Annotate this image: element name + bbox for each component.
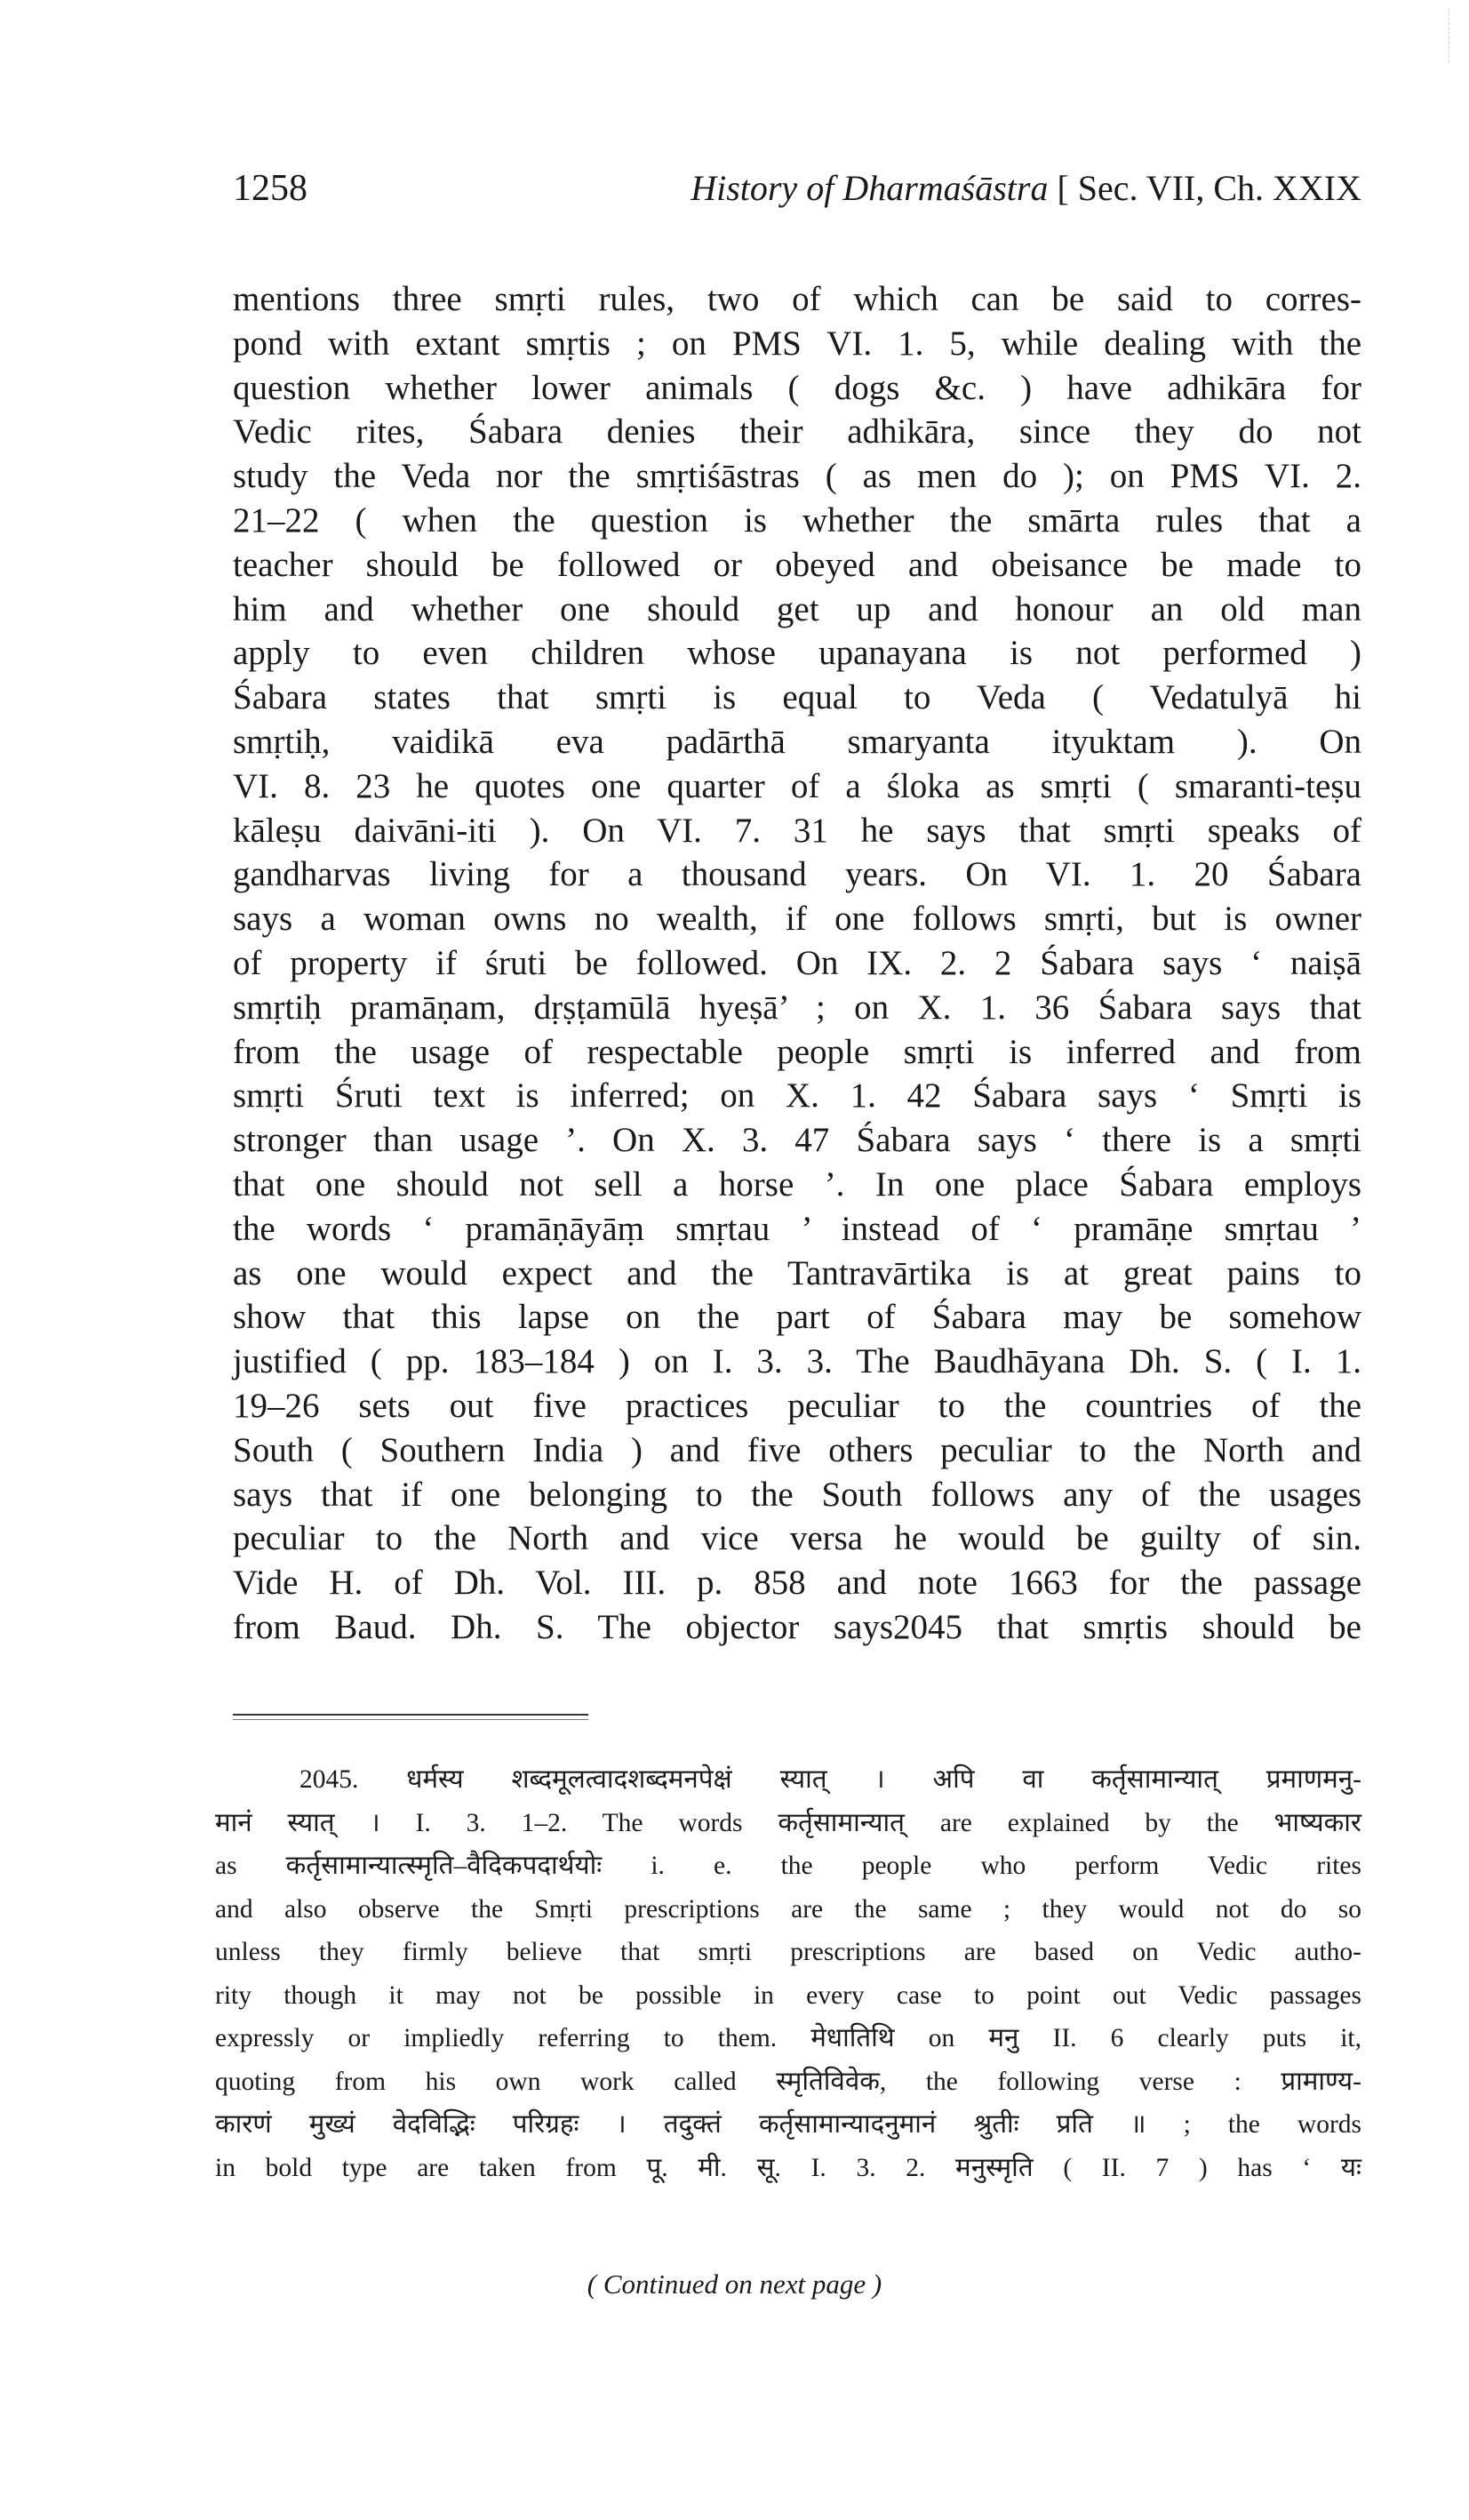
body-line: question whether lower animals ( dogs &c. ) have adhikāra for (233, 368, 1361, 407)
body-line: smṛtiḥ pramāṇam, dṛṣṭamūlā hyeṣā’ ; on X. 1. 36 Śabara says that (233, 988, 1361, 1027)
footnote-divider-secondary (233, 1719, 588, 1720)
body-line: 21–22 ( when the question is whether the smārta rules that a (233, 500, 1361, 540)
footnote-line: unless they firmly believe that smṛti prescriptions are based on Vedic autho- (215, 1938, 1361, 1966)
body-line: says a woman owns no wealth, if one follows smṛti, but is owner (233, 900, 1361, 939)
body-line: South ( Southern India ) and five others peculiar to the North and (233, 1430, 1361, 1469)
body-line: from Baud. Dh. S. The objector says2045 that smṛtis should be (233, 1607, 1361, 1646)
body-line: smṛti Śruti text is inferred; on X. 1. 42 Śabara says ‘ Smṛti is (233, 1076, 1361, 1116)
running-header (233, 167, 1361, 238)
body-line: justified ( pp. 183–184 ) on I. 3. 3. The Baudhāyana Dh. S. ( I. 1. (233, 1342, 1361, 1381)
body-line: Vedic rites, Śabara denies their adhikāra, since they do not (233, 412, 1361, 452)
footnote-line: rity though it may not be possible in every case to point out Vedic passages (215, 1980, 1361, 2010)
footnote-line: as कर्तृसामान्यात्स्मृति–वैदिकपदार्थयोः i. e. the people who perform Vedic rites (215, 1852, 1361, 1880)
footnote-line: quoting from his own work called स्मृतिविवेक, the following verse : प्रामाण्य- (215, 2067, 1361, 2096)
continued-note: ( Continued on next page ) (587, 2268, 882, 2300)
book-title: History of Dharmaśāstra (691, 168, 1049, 208)
body-line: gandharvas living for a thousand years. On VI. 1. 20 Śabara (233, 855, 1361, 894)
footnote-line: in bold type are taken from पू. मी. सू. I. 3. 2. मनुस्मृति ( II. 7 ) has ‘ यः (215, 2153, 1361, 2182)
body-line: apply to even children whose upanayana is not performed ) (233, 634, 1361, 673)
body-line: 19–26 sets out five practices peculiar to the countries of the (233, 1386, 1361, 1425)
body-line: study the Veda nor the smṛtiśāstras ( as men do ); on PMS VI. 2. (233, 457, 1361, 496)
body-line: him and whether one should get up and honour an old man (233, 589, 1361, 628)
body-line: from the usage of respectable people smṛti is inferred and from (233, 1032, 1361, 1071)
running-title (691, 167, 1361, 209)
body-line: that one should not sell a horse ’. In one place Śabara employs (233, 1164, 1361, 1204)
body-line: smṛtiḥ, vaidikā eva padārthā smaryanta ityuktam ). On (233, 722, 1361, 761)
body-line: show that this lapse on the part of Śabara may be somehow (233, 1298, 1361, 1337)
section-label: [ Sec. VII, Ch. XXIX (1057, 168, 1361, 208)
body-line: as one would expect and the Tantravārtika is at great pains to (233, 1253, 1361, 1292)
body-line: peculiar to the North and vice versa he would be guilty of sin. (233, 1519, 1361, 1558)
body-line: says that if one belonging to the South follows any of the usages (233, 1475, 1361, 1514)
body-line: stronger than usage ’. On X. 3. 47 Śabara says ‘ there is a smṛti (233, 1121, 1361, 1160)
body-line: kāleṣu daivāni-iti ). On VI. 7. 31 he says that smṛti speaks of (233, 811, 1361, 850)
footnote-line: कारणं मुख्यं वेदविद्भिः परिग्रहः । तदुक्तं कर्तृसामान्यादनुमानं श्रुतीः प्रति ॥ ; the words (215, 2110, 1361, 2139)
body-line: teacher should be followed or obeyed and obeisance be made to (233, 545, 1361, 584)
body-line: pond with extant smṛtis ; on PMS VI. 1. 5, while dealing with the (233, 324, 1361, 363)
footnote-2045 (215, 1758, 1361, 2189)
body-line: VI. 8. 23 he quotes one quarter of a śloka as smṛti ( smaranti-teṣu (233, 766, 1361, 805)
footnote-line: expressly or impliedly referring to them. मेधातिथि on मनु II. 6 clearly puts it, (215, 2024, 1361, 2052)
footnote-line: and also observe the Smṛti prescriptions are the same ; they would not do so (215, 1894, 1361, 1924)
body-line: the words ‘ pramāṇāyāṃ smṛtau ’ instead of ‘ pramāṇe smṛtau ’ (233, 1209, 1361, 1248)
page-number: 1258 (233, 168, 307, 209)
body-line: Śabara states that smṛti is equal to Veda ( Vedatulyā hi (233, 678, 1361, 717)
footnote-line: 2045. धर्मस्य शब्दमूलत्वादशब्दमनपेक्षं स्यात् । अपि वा कर्तृसामान्यात् प्रमाणमनु- (299, 1765, 1361, 1794)
footnote-line: मानं स्यात् । I. 3. 1–2. The words कर्तृसामान्यात् are explained by the भाष्यकार (215, 1808, 1361, 1837)
scan-edge-mark (1449, 9, 1451, 62)
body-line: of property if śruti be followed. On IX. 2. 2 Śabara says ‘ naiṣā (233, 943, 1361, 982)
footnote-divider (233, 1714, 588, 1716)
body-line: mentions three smṛti rules, two of which can be said to corres- (233, 280, 1361, 318)
main-text (233, 277, 1361, 1650)
body-line: Vide H. of Dh. Vol. III. p. 858 and note 1663 for the passage (233, 1564, 1361, 1603)
